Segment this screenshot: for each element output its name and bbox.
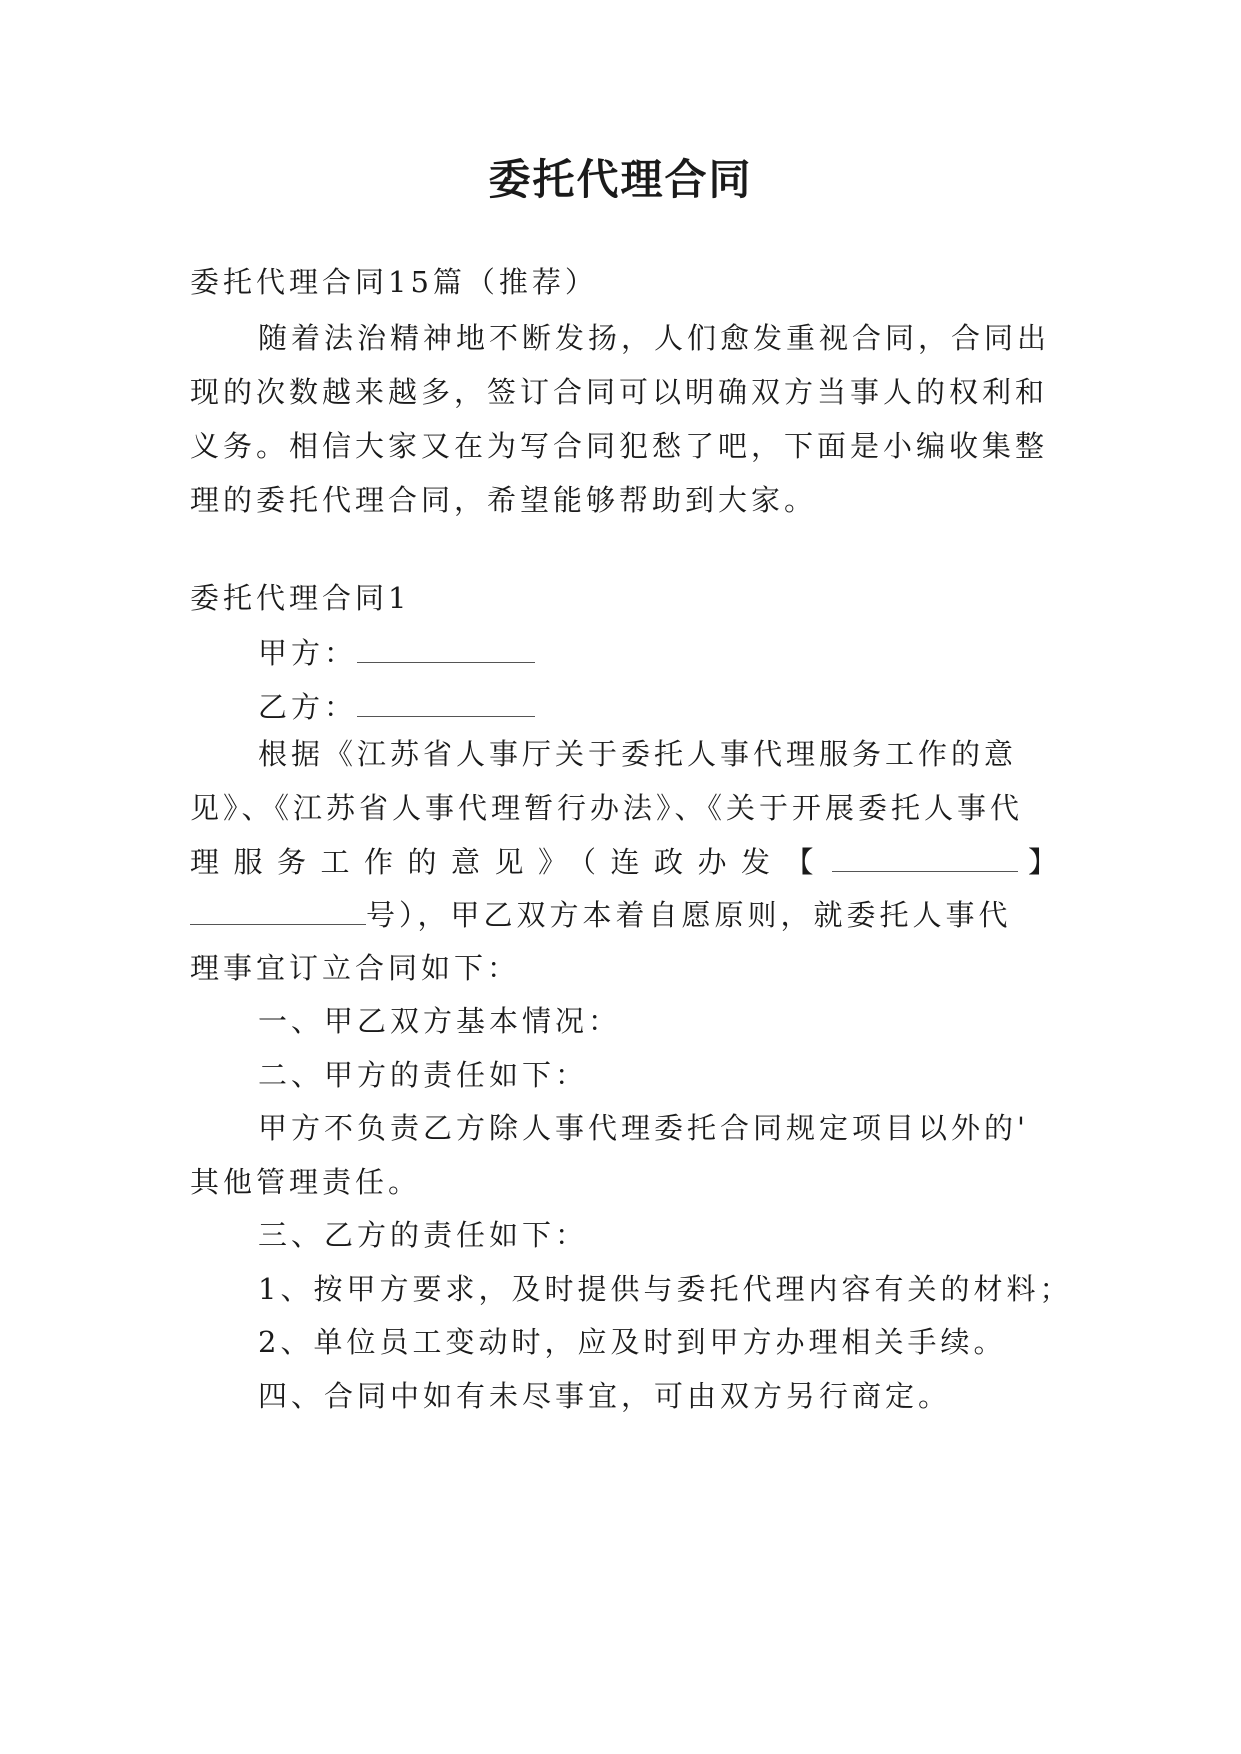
basis-line: 根据《江苏省人事厅关于委托人事代理服务工作的意: [258, 737, 1018, 771]
basis-line-with-blank: [190, 842, 1060, 882]
clause-line: 甲方不负责乙方除人事代理委托合同规定项目以外的': [258, 1111, 1029, 1145]
basis-text: 号），甲乙双方本着自愿原则，就委托人事代: [366, 898, 1012, 932]
clause-line: 其他管理责任。: [190, 1165, 422, 1199]
clause-line: 1、按甲方要求，及时提供与委托代理内容有关的材料；: [258, 1272, 1073, 1306]
party-a-blank: [357, 642, 535, 663]
basis-line: 理事宜订立合同如下：: [190, 951, 521, 985]
intro-line: 现的次数越来越多，签订合同可以明确双方当事人的权利和: [190, 375, 1049, 409]
basis-bracket: 】: [1028, 845, 1062, 879]
party-a-label: 甲方：: [258, 636, 358, 670]
clause-line: 2、单位员工变动时，应及时到甲方办理相关手续。: [258, 1325, 1007, 1359]
intro-line: 随着法治精神地不断发扬，人们愈发重视合同，合同出: [258, 321, 1051, 355]
party-b-row: [258, 687, 1060, 727]
basis-line: 见》、《江苏省人事代理暂行办法》、《关于开展委托人事代: [190, 791, 1024, 825]
basis-text: 理服务工作的意见》（连政办发【: [190, 845, 829, 879]
party-b-blank: [357, 696, 535, 717]
party-a-row: [258, 633, 1060, 673]
basis-line-with-blank: [190, 895, 1060, 935]
clause-line: 一、甲乙双方基本情况：: [258, 1004, 622, 1038]
clause-line: 三、乙方的责任如下：: [258, 1218, 589, 1252]
document-title: 委托代理合同: [488, 155, 753, 204]
clause-line: 四、合同中如有未尽事宜，可由双方另行商定。: [258, 1379, 952, 1413]
section-heading: 委托代理合同1: [190, 581, 411, 615]
document-number-blank: [832, 851, 1018, 872]
intro-line: 理的委托代理合同，希望能够帮助到大家。: [190, 483, 818, 517]
document-subtitle: 委托代理合同15篇（推荐）: [190, 265, 598, 299]
clause-line: 二、甲方的责任如下：: [258, 1058, 589, 1092]
document-serial-blank: [190, 904, 366, 925]
party-b-label: 乙方：: [258, 690, 358, 724]
intro-line: 义务。相信大家又在为写合同犯愁了吧，下面是小编收集整: [190, 429, 1049, 463]
